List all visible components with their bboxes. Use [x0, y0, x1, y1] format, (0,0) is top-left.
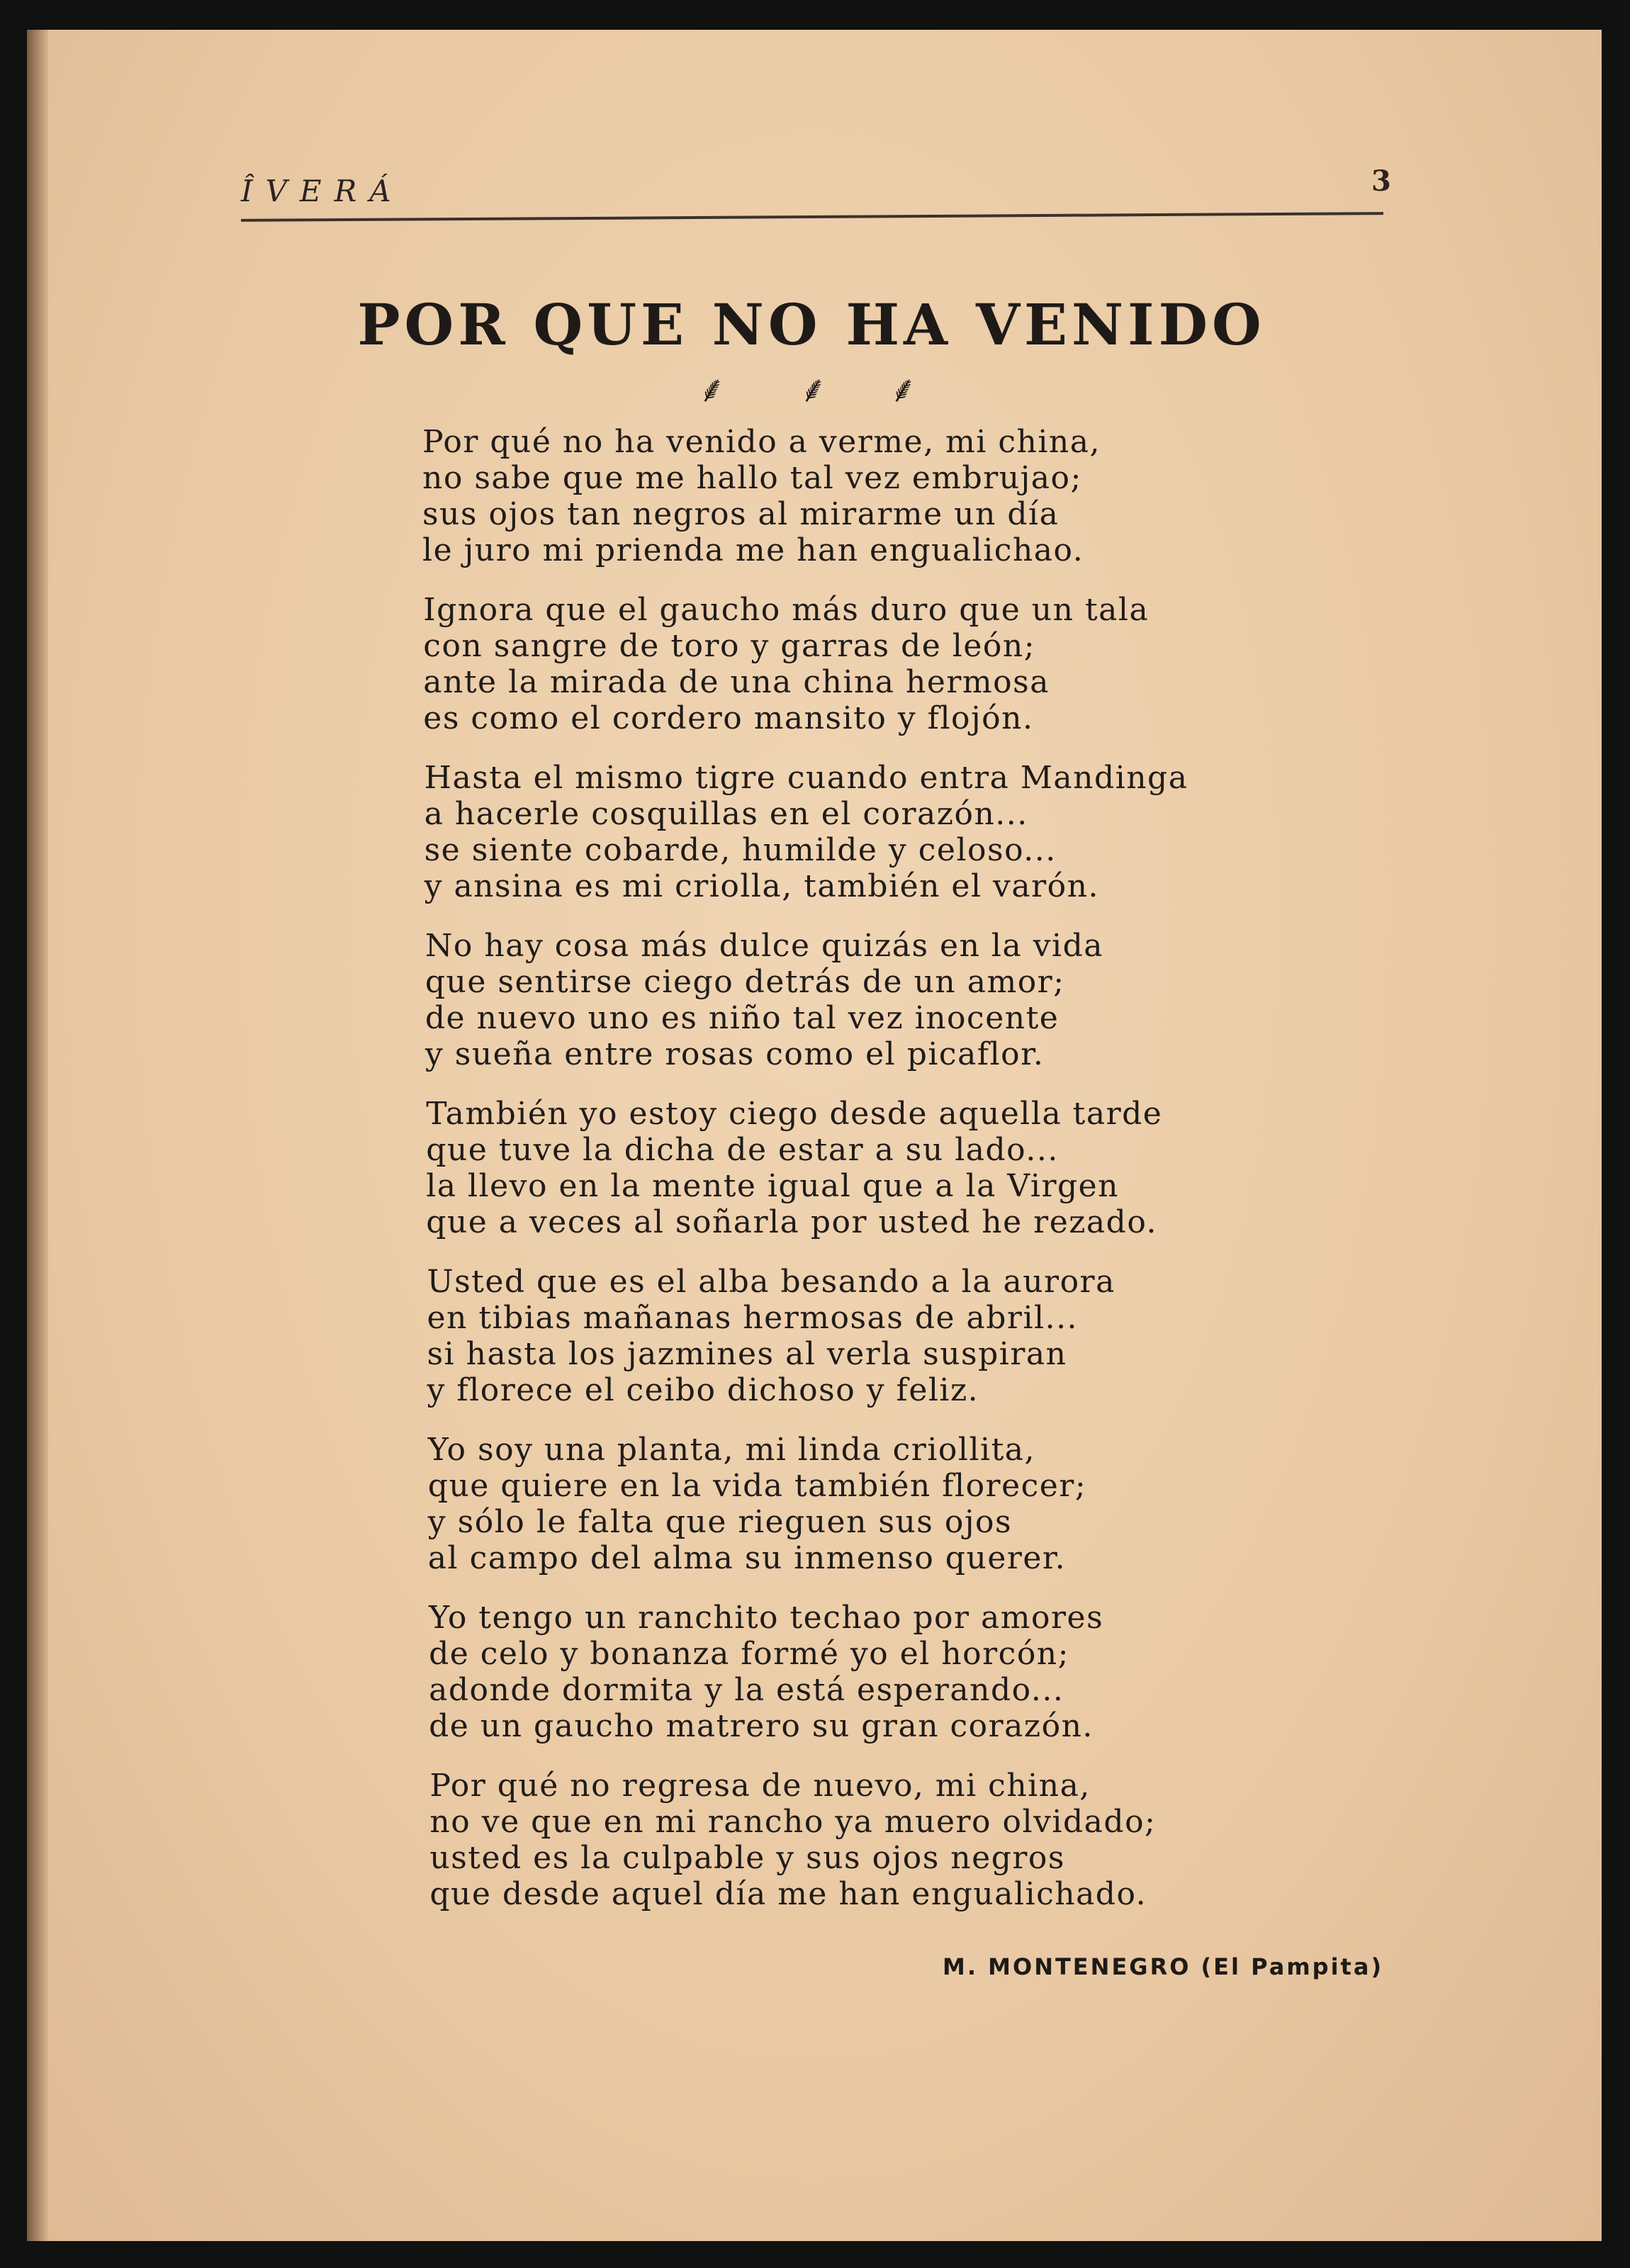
poem-line: de celo y bonanza formé yo el horcón;: [429, 1636, 1069, 1672]
poem-line: que sentirse ciego detrás de un amor;: [425, 964, 1065, 1000]
stanza: [422, 424, 1415, 568]
running-title: ÎVERÁ: [241, 174, 404, 208]
poem-body: [422, 424, 1415, 1936]
poem-line: No hay cosa más dulce quizás en la vida: [425, 928, 1104, 964]
poem-line: de nuevo uno es niño tal vez inocente: [425, 1000, 1060, 1036]
stanza: [428, 1432, 1415, 1576]
tree-icon: ⸙: [698, 369, 726, 411]
poem-line: También yo estoy ciego desde aquella tarde: [426, 1096, 1163, 1132]
stanza: [425, 928, 1415, 1072]
poem-line: que a veces al soñarla por usted he rezado.: [426, 1204, 1158, 1240]
stanza: [425, 760, 1415, 904]
stanza: [429, 1768, 1415, 1912]
poem-line: y sólo le falta que rieguen sus ojos: [427, 1504, 1013, 1540]
tree-icon: ⸙: [799, 369, 828, 411]
binding-gutter: [27, 30, 48, 2241]
tree-icon: ⸙: [889, 369, 918, 411]
poem-line: sus ojos tan negros al mirarme un día: [422, 496, 1060, 532]
poem-line: no sabe que me hallo tal vez embrujao;: [422, 460, 1082, 496]
poem-line: Por qué no ha venido a verme, mi china,: [422, 424, 1101, 460]
poem-line: si hasta los jazmines al verla suspiran: [427, 1336, 1067, 1372]
author-signature: M. MONTENEGRO (El Pampita): [943, 1953, 1384, 1980]
poem-line: de un gaucho matrero su gran corazón.: [429, 1708, 1094, 1744]
stanza: [429, 1600, 1415, 1744]
poem-line: Hasta el mismo tigre cuando entra Mandinga: [424, 760, 1188, 796]
poem-line: y florece el ceibo dichoso y feliz.: [427, 1372, 979, 1408]
poem-line: es como el cordero mansito y flojón.: [423, 700, 1034, 736]
poem-line: la llevo en la mente igual que a la Virgen: [426, 1168, 1120, 1204]
poem-line: Yo soy una planta, mi linda criollita,: [427, 1432, 1036, 1468]
poem-line: se siente cobarde, humilde y celoso...: [424, 832, 1057, 868]
page-number: 3: [1371, 164, 1391, 198]
poem-line: ante la mirada de una china hermosa: [423, 664, 1050, 700]
poem-line: con sangre de toro y garras de león;: [423, 628, 1036, 664]
poem-line: Por qué no regresa de nuevo, mi china,: [429, 1768, 1091, 1804]
poem-line: y sueña entre rosas como el picaflor.: [425, 1036, 1045, 1072]
poem-line: no ve que en mi rancho ya muero olvidado;: [429, 1804, 1157, 1840]
poem-line: le juro mi prienda me han engualichao.: [422, 532, 1084, 568]
poem-title: POR QUE NO HA VENIDO: [357, 291, 1266, 358]
poem-line: usted es la culpable y sus ojos negros: [429, 1840, 1065, 1876]
poem-line: Ignora que el gaucho más duro que un tala: [423, 592, 1150, 628]
poem-line: adonde dormita y la está esperando...: [429, 1672, 1064, 1708]
poem-line: en tibias mañanas hermosas de abril...: [427, 1300, 1079, 1336]
stanza: [423, 592, 1415, 736]
poem-line: Yo tengo un ranchito techao por amores: [429, 1600, 1104, 1636]
poem-line: al campo del alma su inmenso querer.: [427, 1540, 1067, 1576]
poem-line: a hacerle cosquillas en el corazón...: [424, 796, 1028, 832]
poem-line: que quiere en la vida también florecer;: [427, 1468, 1087, 1504]
stanza: [426, 1096, 1415, 1240]
poem-line: Usted que es el alba besando a la aurora: [427, 1264, 1115, 1300]
poem-line: que desde aquel día me han engualichado.: [429, 1876, 1147, 1912]
poem-line: y ansina es mi criolla, también el varón.: [424, 868, 1099, 904]
poem-line: que tuve la dicha de estar a su lado...: [426, 1132, 1059, 1168]
stanza: [427, 1264, 1415, 1408]
